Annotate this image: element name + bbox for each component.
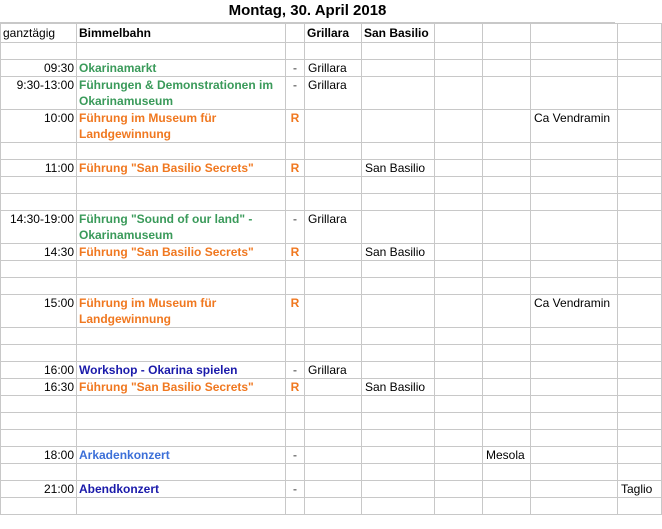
location-cell[interactable] (305, 244, 362, 261)
location-cell[interactable] (305, 110, 362, 143)
location-cell[interactable] (531, 498, 618, 515)
location-cell[interactable] (531, 430, 618, 447)
time-cell[interactable]: 18:00 (1, 447, 77, 464)
event-cell[interactable] (77, 43, 286, 60)
location-cell[interactable] (305, 194, 362, 211)
event-cell[interactable] (77, 261, 286, 278)
location-cell[interactable] (483, 464, 531, 481)
location-cell[interactable] (435, 77, 483, 110)
location-cell[interactable]: Mesola (483, 447, 531, 464)
location-cell[interactable] (305, 447, 362, 464)
location-cell[interactable] (435, 328, 483, 345)
flag-cell[interactable] (286, 143, 305, 160)
flag-cell[interactable] (286, 413, 305, 430)
time-cell[interactable] (1, 498, 77, 515)
location-cell[interactable] (531, 447, 618, 464)
location-cell[interactable] (531, 261, 618, 278)
flag-cell[interactable]: - (286, 447, 305, 464)
header-loc-grillara[interactable]: Grillara (305, 24, 362, 43)
schedule-row (1, 481, 662, 498)
location-cell[interactable] (305, 396, 362, 413)
flag-cell[interactable]: R (286, 110, 305, 143)
location-cell[interactable] (362, 143, 435, 160)
event-cell[interactable]: Führung im Museum für Landgewinnung (77, 110, 286, 143)
event-cell[interactable] (77, 177, 286, 194)
schedule-row (1, 261, 662, 278)
schedule-row (1, 110, 662, 143)
location-cell[interactable] (362, 481, 435, 498)
location-cell[interactable] (531, 194, 618, 211)
flag-cell[interactable] (286, 261, 305, 278)
location-cell[interactable] (531, 60, 618, 77)
event-cell[interactable]: Führung "Sound of our land" - Okarinamuseum (77, 211, 286, 244)
time-cell[interactable]: 14:30 (1, 244, 77, 261)
location-cell[interactable] (305, 143, 362, 160)
event-cell[interactable] (77, 143, 286, 160)
event-cell[interactable]: Führung "San Basilio Secrets" (77, 160, 286, 177)
location-cell[interactable] (305, 43, 362, 60)
event-cell[interactable]: Führungen & Demonstrationen im Okarinamuseum (77, 77, 286, 110)
flag-cell[interactable] (286, 278, 305, 295)
schedule-table (0, 23, 662, 515)
location-cell[interactable] (483, 295, 531, 328)
location-cell[interactable] (531, 328, 618, 345)
location-cell[interactable] (305, 379, 362, 396)
flag-cell[interactable] (286, 345, 305, 362)
location-cell[interactable] (305, 328, 362, 345)
location-cell[interactable] (483, 278, 531, 295)
location-cell[interactable] (618, 295, 662, 328)
location-cell[interactable] (483, 362, 531, 379)
schedule-row (1, 396, 662, 413)
location-cell[interactable] (531, 464, 618, 481)
flag-cell[interactable]: R (286, 295, 305, 328)
schedule-row (1, 498, 662, 515)
location-cell[interactable] (435, 362, 483, 379)
flag-cell[interactable] (286, 430, 305, 447)
location-cell[interactable] (483, 143, 531, 160)
flag-cell[interactable]: R (286, 379, 305, 396)
flag-cell[interactable] (286, 43, 305, 60)
location-cell[interactable] (618, 160, 662, 177)
flag-cell[interactable] (286, 498, 305, 515)
location-cell[interactable] (305, 413, 362, 430)
location-cell[interactable] (435, 244, 483, 261)
location-cell[interactable] (305, 278, 362, 295)
schedule-row (1, 211, 662, 244)
location-cell[interactable] (483, 211, 531, 244)
time-cell[interactable] (1, 464, 77, 481)
flag-cell[interactable] (286, 396, 305, 413)
location-cell[interactable]: Ca Vendramin (531, 295, 618, 328)
location-cell[interactable] (362, 177, 435, 194)
flag-cell[interactable] (286, 194, 305, 211)
header-loc-6[interactable] (618, 24, 662, 43)
location-cell[interactable] (531, 43, 618, 60)
schedule-row (1, 413, 662, 430)
header-loc-3[interactable] (435, 24, 483, 43)
location-cell[interactable] (362, 60, 435, 77)
time-cell[interactable]: 14:30-19:00 (1, 211, 77, 244)
time-cell[interactable]: 09:30 (1, 60, 77, 77)
event-cell[interactable] (77, 396, 286, 413)
location-cell[interactable] (531, 379, 618, 396)
location-cell[interactable]: San Basilio (362, 160, 435, 177)
location-cell[interactable] (435, 413, 483, 430)
location-cell[interactable] (618, 396, 662, 413)
event-cell[interactable] (77, 278, 286, 295)
location-cell[interactable] (531, 362, 618, 379)
location-cell[interactable] (435, 430, 483, 447)
location-cell[interactable] (362, 396, 435, 413)
location-cell[interactable] (483, 60, 531, 77)
time-cell[interactable] (1, 328, 77, 345)
location-cell[interactable] (618, 345, 662, 362)
location-cell[interactable] (483, 379, 531, 396)
location-cell[interactable] (362, 43, 435, 60)
location-cell[interactable] (618, 498, 662, 515)
location-cell[interactable] (618, 464, 662, 481)
location-cell[interactable] (435, 498, 483, 515)
location-cell[interactable] (531, 481, 618, 498)
time-cell[interactable]: 15:00 (1, 295, 77, 328)
location-cell[interactable] (618, 60, 662, 77)
location-cell[interactable] (435, 194, 483, 211)
time-cell[interactable] (1, 143, 77, 160)
location-cell[interactable] (435, 110, 483, 143)
location-cell[interactable] (362, 345, 435, 362)
header-flag[interactable] (286, 24, 305, 43)
location-cell[interactable] (531, 143, 618, 160)
time-cell[interactable]: 16:30 (1, 379, 77, 396)
flag-cell[interactable]: - (286, 211, 305, 244)
time-cell[interactable] (1, 261, 77, 278)
location-cell[interactable] (435, 464, 483, 481)
schedule-row (1, 143, 662, 160)
time-cell[interactable] (1, 396, 77, 413)
event-cell[interactable] (77, 345, 286, 362)
time-cell[interactable] (1, 413, 77, 430)
flag-cell[interactable] (286, 177, 305, 194)
location-cell[interactable] (362, 295, 435, 328)
schedule-row (1, 77, 662, 110)
event-cell[interactable]: Abendkonzert (77, 481, 286, 498)
schedule-row (1, 160, 662, 177)
schedule-row (1, 278, 662, 295)
location-cell[interactable] (435, 396, 483, 413)
page-title: Montag, 30. April 2018 (0, 0, 615, 23)
location-cell[interactable] (531, 211, 618, 244)
location-cell[interactable] (435, 278, 483, 295)
location-cell[interactable] (483, 481, 531, 498)
location-cell[interactable] (362, 430, 435, 447)
event-cell[interactable] (77, 430, 286, 447)
location-cell[interactable] (435, 379, 483, 396)
header-loc-san-basilio[interactable]: San Basilio (362, 24, 435, 43)
location-cell[interactable] (483, 110, 531, 143)
location-cell[interactable] (618, 143, 662, 160)
location-cell[interactable] (618, 194, 662, 211)
header-time[interactable]: ganztägig (1, 24, 77, 43)
location-cell[interactable] (362, 498, 435, 515)
time-cell[interactable] (1, 278, 77, 295)
location-cell[interactable] (362, 413, 435, 430)
location-cell[interactable] (483, 498, 531, 515)
event-cell[interactable]: Führung "San Basilio Secrets" (77, 379, 286, 396)
location-cell[interactable] (618, 328, 662, 345)
location-cell[interactable] (435, 60, 483, 77)
event-cell[interactable]: Führung "San Basilio Secrets" (77, 244, 286, 261)
flag-cell[interactable]: R (286, 244, 305, 261)
location-cell[interactable] (362, 110, 435, 143)
location-cell[interactable] (483, 77, 531, 110)
location-cell[interactable] (483, 43, 531, 60)
location-cell[interactable] (435, 177, 483, 194)
location-cell[interactable] (618, 413, 662, 430)
location-cell[interactable] (618, 110, 662, 143)
flag-cell[interactable]: R (286, 160, 305, 177)
event-cell[interactable]: Okarinamarkt (77, 60, 286, 77)
header-loc-5[interactable] (531, 24, 618, 43)
time-cell[interactable] (1, 194, 77, 211)
header-event[interactable]: Bimmelbahn (77, 24, 286, 43)
location-cell[interactable]: Taglio (618, 481, 662, 498)
location-cell[interactable] (618, 244, 662, 261)
location-cell[interactable] (305, 160, 362, 177)
location-cell[interactable] (435, 143, 483, 160)
location-cell[interactable] (435, 481, 483, 498)
time-cell[interactable] (1, 177, 77, 194)
location-cell[interactable] (435, 43, 483, 60)
location-cell[interactable] (618, 278, 662, 295)
schedule-row (1, 244, 662, 261)
location-cell[interactable] (362, 464, 435, 481)
location-cell[interactable] (483, 396, 531, 413)
flag-cell[interactable]: - (286, 60, 305, 77)
schedule-row (1, 177, 662, 194)
schedule-row (1, 194, 662, 211)
location-cell[interactable]: San Basilio (362, 379, 435, 396)
location-cell[interactable] (531, 413, 618, 430)
location-cell[interactable] (618, 77, 662, 110)
location-cell[interactable] (305, 498, 362, 515)
location-cell[interactable]: Grillara (305, 211, 362, 244)
location-cell[interactable]: Grillara (305, 77, 362, 110)
flag-cell[interactable]: - (286, 481, 305, 498)
event-cell[interactable]: Arkadenkonzert (77, 447, 286, 464)
location-cell[interactable] (618, 43, 662, 60)
schedule-row (1, 328, 662, 345)
location-cell[interactable]: San Basilio (362, 244, 435, 261)
schedule-row (1, 430, 662, 447)
location-cell[interactable] (305, 295, 362, 328)
location-cell[interactable] (362, 447, 435, 464)
location-cell[interactable] (483, 413, 531, 430)
time-cell[interactable]: 11:00 (1, 160, 77, 177)
location-cell[interactable] (435, 160, 483, 177)
location-cell[interactable] (362, 77, 435, 110)
location-cell[interactable] (362, 211, 435, 244)
location-cell[interactable] (531, 160, 618, 177)
event-cell[interactable] (77, 498, 286, 515)
header-loc-4[interactable] (483, 24, 531, 43)
location-cell[interactable] (483, 261, 531, 278)
schedule-row (1, 60, 662, 77)
location-cell[interactable] (618, 211, 662, 244)
location-cell[interactable] (362, 278, 435, 295)
location-cell[interactable] (531, 244, 618, 261)
location-cell[interactable] (531, 77, 618, 110)
location-cell[interactable] (483, 160, 531, 177)
schedule-row (1, 362, 662, 379)
schedule-row (1, 447, 662, 464)
location-cell[interactable] (531, 345, 618, 362)
location-cell[interactable] (618, 430, 662, 447)
flag-cell[interactable]: - (286, 77, 305, 110)
location-cell[interactable] (305, 464, 362, 481)
location-cell[interactable] (362, 194, 435, 211)
location-cell[interactable] (305, 345, 362, 362)
event-cell[interactable]: Workshop - Okarina spielen (77, 362, 286, 379)
schedule-row (1, 345, 662, 362)
location-cell[interactable] (362, 328, 435, 345)
header-row (1, 24, 662, 43)
location-cell[interactable] (362, 261, 435, 278)
time-cell[interactable] (1, 345, 77, 362)
location-cell[interactable] (305, 481, 362, 498)
schedule-row (1, 464, 662, 481)
flag-cell[interactable]: - (286, 362, 305, 379)
location-cell[interactable] (618, 261, 662, 278)
event-cell[interactable] (77, 464, 286, 481)
time-cell[interactable] (1, 43, 77, 60)
location-cell[interactable]: Grillara (305, 60, 362, 77)
location-cell[interactable] (305, 261, 362, 278)
location-cell[interactable] (618, 447, 662, 464)
location-cell[interactable] (483, 328, 531, 345)
event-cell[interactable]: Führung im Museum für Landgewinnung (77, 295, 286, 328)
location-cell[interactable] (435, 295, 483, 328)
event-cell[interactable] (77, 194, 286, 211)
location-cell[interactable] (435, 261, 483, 278)
location-cell[interactable] (531, 278, 618, 295)
time-cell[interactable]: 9:30-13:00 (1, 77, 77, 110)
time-cell[interactable]: 10:00 (1, 110, 77, 143)
location-cell[interactable]: Ca Vendramin (531, 110, 618, 143)
time-cell[interactable]: 21:00 (1, 481, 77, 498)
location-cell[interactable] (305, 177, 362, 194)
schedule-row (1, 295, 662, 328)
schedule-row (1, 43, 662, 60)
location-cell[interactable] (618, 379, 662, 396)
schedule-row (1, 379, 662, 396)
location-cell[interactable] (435, 345, 483, 362)
location-cell[interactable] (483, 244, 531, 261)
location-cell[interactable] (531, 396, 618, 413)
location-cell[interactable] (483, 194, 531, 211)
location-cell[interactable] (435, 447, 483, 464)
location-cell[interactable] (483, 177, 531, 194)
time-cell[interactable]: 16:00 (1, 362, 77, 379)
location-cell[interactable] (618, 177, 662, 194)
location-cell[interactable] (435, 211, 483, 244)
flag-cell[interactable] (286, 464, 305, 481)
location-cell[interactable] (483, 345, 531, 362)
location-cell[interactable] (618, 362, 662, 379)
location-cell[interactable] (531, 177, 618, 194)
event-cell[interactable] (77, 413, 286, 430)
location-cell[interactable] (483, 430, 531, 447)
time-cell[interactable] (1, 430, 77, 447)
location-cell[interactable] (305, 430, 362, 447)
location-cell[interactable]: Grillara (305, 362, 362, 379)
flag-cell[interactable] (286, 328, 305, 345)
location-cell[interactable] (362, 362, 435, 379)
event-cell[interactable] (77, 328, 286, 345)
